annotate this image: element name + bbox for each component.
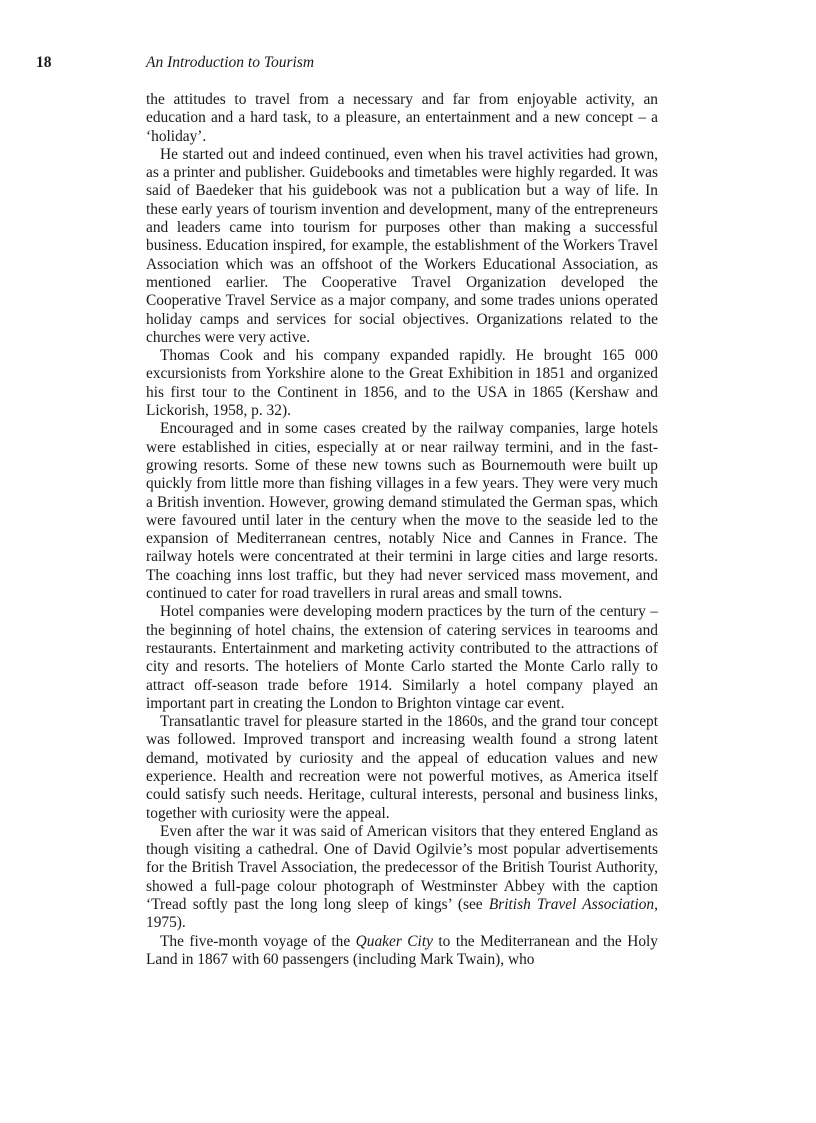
running-title: An Introduction to Tourism xyxy=(146,54,315,71)
paragraph-text: , 1975). xyxy=(146,896,658,932)
paragraph xyxy=(146,823,658,933)
citation-title: British Travel Association xyxy=(488,896,655,914)
paragraph-text: to the Mediterranean and the Holy Land in 1867 with 60 passengers (including Mark Twain), who xyxy=(146,932,658,968)
page-number: 18 xyxy=(36,54,52,71)
paragraph: Hotel companies were developing modern practices by the turn of the century – the beginning of hotel chains, the extension of catering services in tearooms and restaurants. Entertainment and marketing activity contributed to the attractions of city and resorts. The hoteliers of Monte Carlo started the Monte Carlo rally to attract off-season trade before 1914. Similarly a hotel company played an important part in creating the London to Brighton vintage car event. xyxy=(146,603,658,712)
ship-name: Quaker City xyxy=(355,932,433,950)
paragraph-continued: the attitudes to travel from a necessary and far from enjoyable activity, an education and a hard task, to a pleasure, an entertainment and a new concept – a ‘holiday’. xyxy=(146,91,658,145)
paragraph-text: The five-month voyage of the xyxy=(160,932,356,950)
paragraph xyxy=(146,933,658,970)
paragraph: Thomas Cook and his company expanded rapidly. He brought 165 000 excursionists from Yorkshire alone to the Great Exhibition in 1851 and organized his first tour to the Continent in 1856, and to the USA in 1865 (Kershaw and Lickorish, 1958, p. 32). xyxy=(146,347,658,420)
paragraph-text: Even after the war it was said of American visitors that they entered England as though visiting a cathedral. One of David Ogilvie’s most popular advertisements for the British Travel Association, the predecessor of the British Tourist Authority, showed a full-page colour photograph of Westminster Abbey with the caption ‘Tread softly past the long long sleep of kings’ (see xyxy=(146,822,658,914)
body-text xyxy=(146,91,658,969)
paragraph: Encouraged and in some cases created by the railway companies, large hotels were established in cities, especially at or near railway termini, and in the fast-growing resorts. Some of these new towns such as Bournemouth were built up quickly from little more than fishing villages in a few years. They were very much a British invention. However, growing demand stimulated the German spas, which were favoured until later in the century when the move to the seaside led to the expansion of Mediterranean centres, notably Nice and Cannes in France. The railway hotels were concentrated at their termini in large cities and large resorts. The coaching inns lost traffic, but they had never serviced mass movement, and continued to cater for road travellers in rural areas and small towns. xyxy=(146,420,658,603)
running-header xyxy=(0,54,816,76)
paragraph: He started out and indeed continued, even when his travel activities had grown, as a printer and publisher. Guidebooks and timetables were highly regarded. It was said of Baedeker that his guidebook was not a publication but a way of life. In these early years of tourism invention and development, many of the entrepreneurs and leaders came into tourism for purposes other than making a successful business. Education inspired, for example, the establishment of the Workers Travel Association which was an offshoot of the Workers Educational Association, as mentioned earlier. The Cooperative Travel Organization developed the Cooperative Travel Service as a major company, and some trades unions operated holiday camps and services for social objectives. Organizations related to the churches were very active. xyxy=(146,145,658,346)
paragraph: Transatlantic travel for pleasure started in the 1860s, and the grand tour concept was followed. Improved transport and increasing wealth found a strong latent demand, motivated by curiosity and the appeal of education values and new experience. Health and recreation were not powerful motives, as America itself could satisfy such needs. Heritage, cultural interests, personal and business links, together with curiosity were the appeal. xyxy=(146,713,658,822)
